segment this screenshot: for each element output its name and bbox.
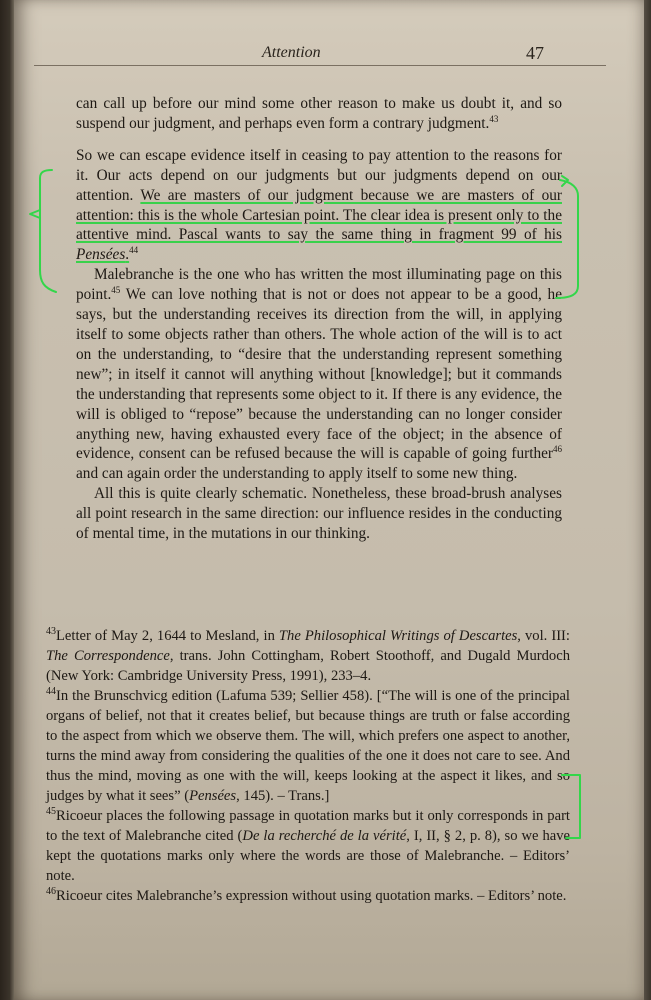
page-number: 47 [526,43,544,63]
footnotes [46,626,570,906]
book-page [14,0,644,1000]
paragraph-cartesian: So we can escape evidence itself in ceasing to pay attention to the reasons for it. Our acts depend on our judgments but our judgments depend on our attention. We are masters of our judgment because we are masters of our attention: this is the whole Cartesian point. The clear idea is present only to the attentive mind. Pascal wants to say the same thing in fragment 99 of his Pensées.$^{44}$ [76,146,562,264]
header-rule [34,65,606,66]
note-ref-46[interactable]: 46 [553,444,562,455]
note-ref-44[interactable]: 44 [129,245,139,256]
paragraph-schematic: All this is quite clearly schematic. Nonetheless, these broad-brush analyses all point research in the same direction: our influence resides in the conducting of mental time, in the mutations in our thinking. [76,485,562,543]
paragraph-continuation: can call up before our mind some other reason to make us doubt it, and so suspend our judgment, and perhaps even form a contrary judgment.$^{43}$ [76,95,562,132]
note-ref-45[interactable]: 45 [111,285,121,296]
highlighted-passage: We are masters of our judgment because we are masters of our attention: this is the whole Cartesian point. The clear idea is present only to the attentive mind. Pascal wants to say the same thing in fragment 99 of his Pensées. [76,186,562,264]
body-text [76,94,562,544]
footnote-46: $^{46}$Ricoeur cites Malebranche’s expression without using quotation marks. – Editors’ note. [46,886,567,904]
footnote-45: $^{45}$Ricoeur places the following passage in quotation marks but it only corresponds in part to the text of Malebranche cited (De la recherché de la vérité, I, II, § 2, p. 8), so we have kept the quotations marks only where the words are those of Malebranche. – Editors’ note. [46,806,570,884]
paragraph-malebranche: Malebranche is the one who has written the most illuminating page on this point.$^{45}$ We can love nothing that is not or does not appear to be a good, he says, but the understanding receives its direction from the will, in applying itself to some objects rather than others. The whole action of the will is to act on the understanding, to “desire that the understanding represent something new”; in itself it cannot will anything without [knowledge]; but it commands the understanding that represents some object to it. If there is any evidence, the will is obliged to “repose” because the understanding can no longer consider anything new, having exhausted every face of the object; in the absence of evidence, consent can be refused because the will is capable of going further$^{46}$ and can again order the understanding to apply itself to some new thing. [76,266,562,483]
running-title: Attention [262,44,321,61]
note-ref-43[interactable]: 43 [489,113,499,124]
footnote-44: $^{44}$In the Brunschvicg edition (Lafuma 539; Sellier 458). [“The will is one of the principal organs of belief, not that it creates belief, but because things are truth or false according to the aspect from which we observe them. The will, which prefers one aspect to another, turns the mind away from considering the qualities of the one it does not care to see. And thus the mind, moving as one with the will, keeps looking at the aspect it likes, and so judges by what it sees” (Pensées, 145). – Trans.] [46,686,570,804]
running-head [14,44,644,66]
footnote-43: $^{43}$Letter of May 2, 1644 to Mesland, in The Philosophical Writings of Descartes, vol. III: The Correspondence, trans. John Cottingham, Robert Stoothoff, and Dugald Murdoch (New York: Cambridge University Press, 1991), 233–4. [46,626,570,684]
